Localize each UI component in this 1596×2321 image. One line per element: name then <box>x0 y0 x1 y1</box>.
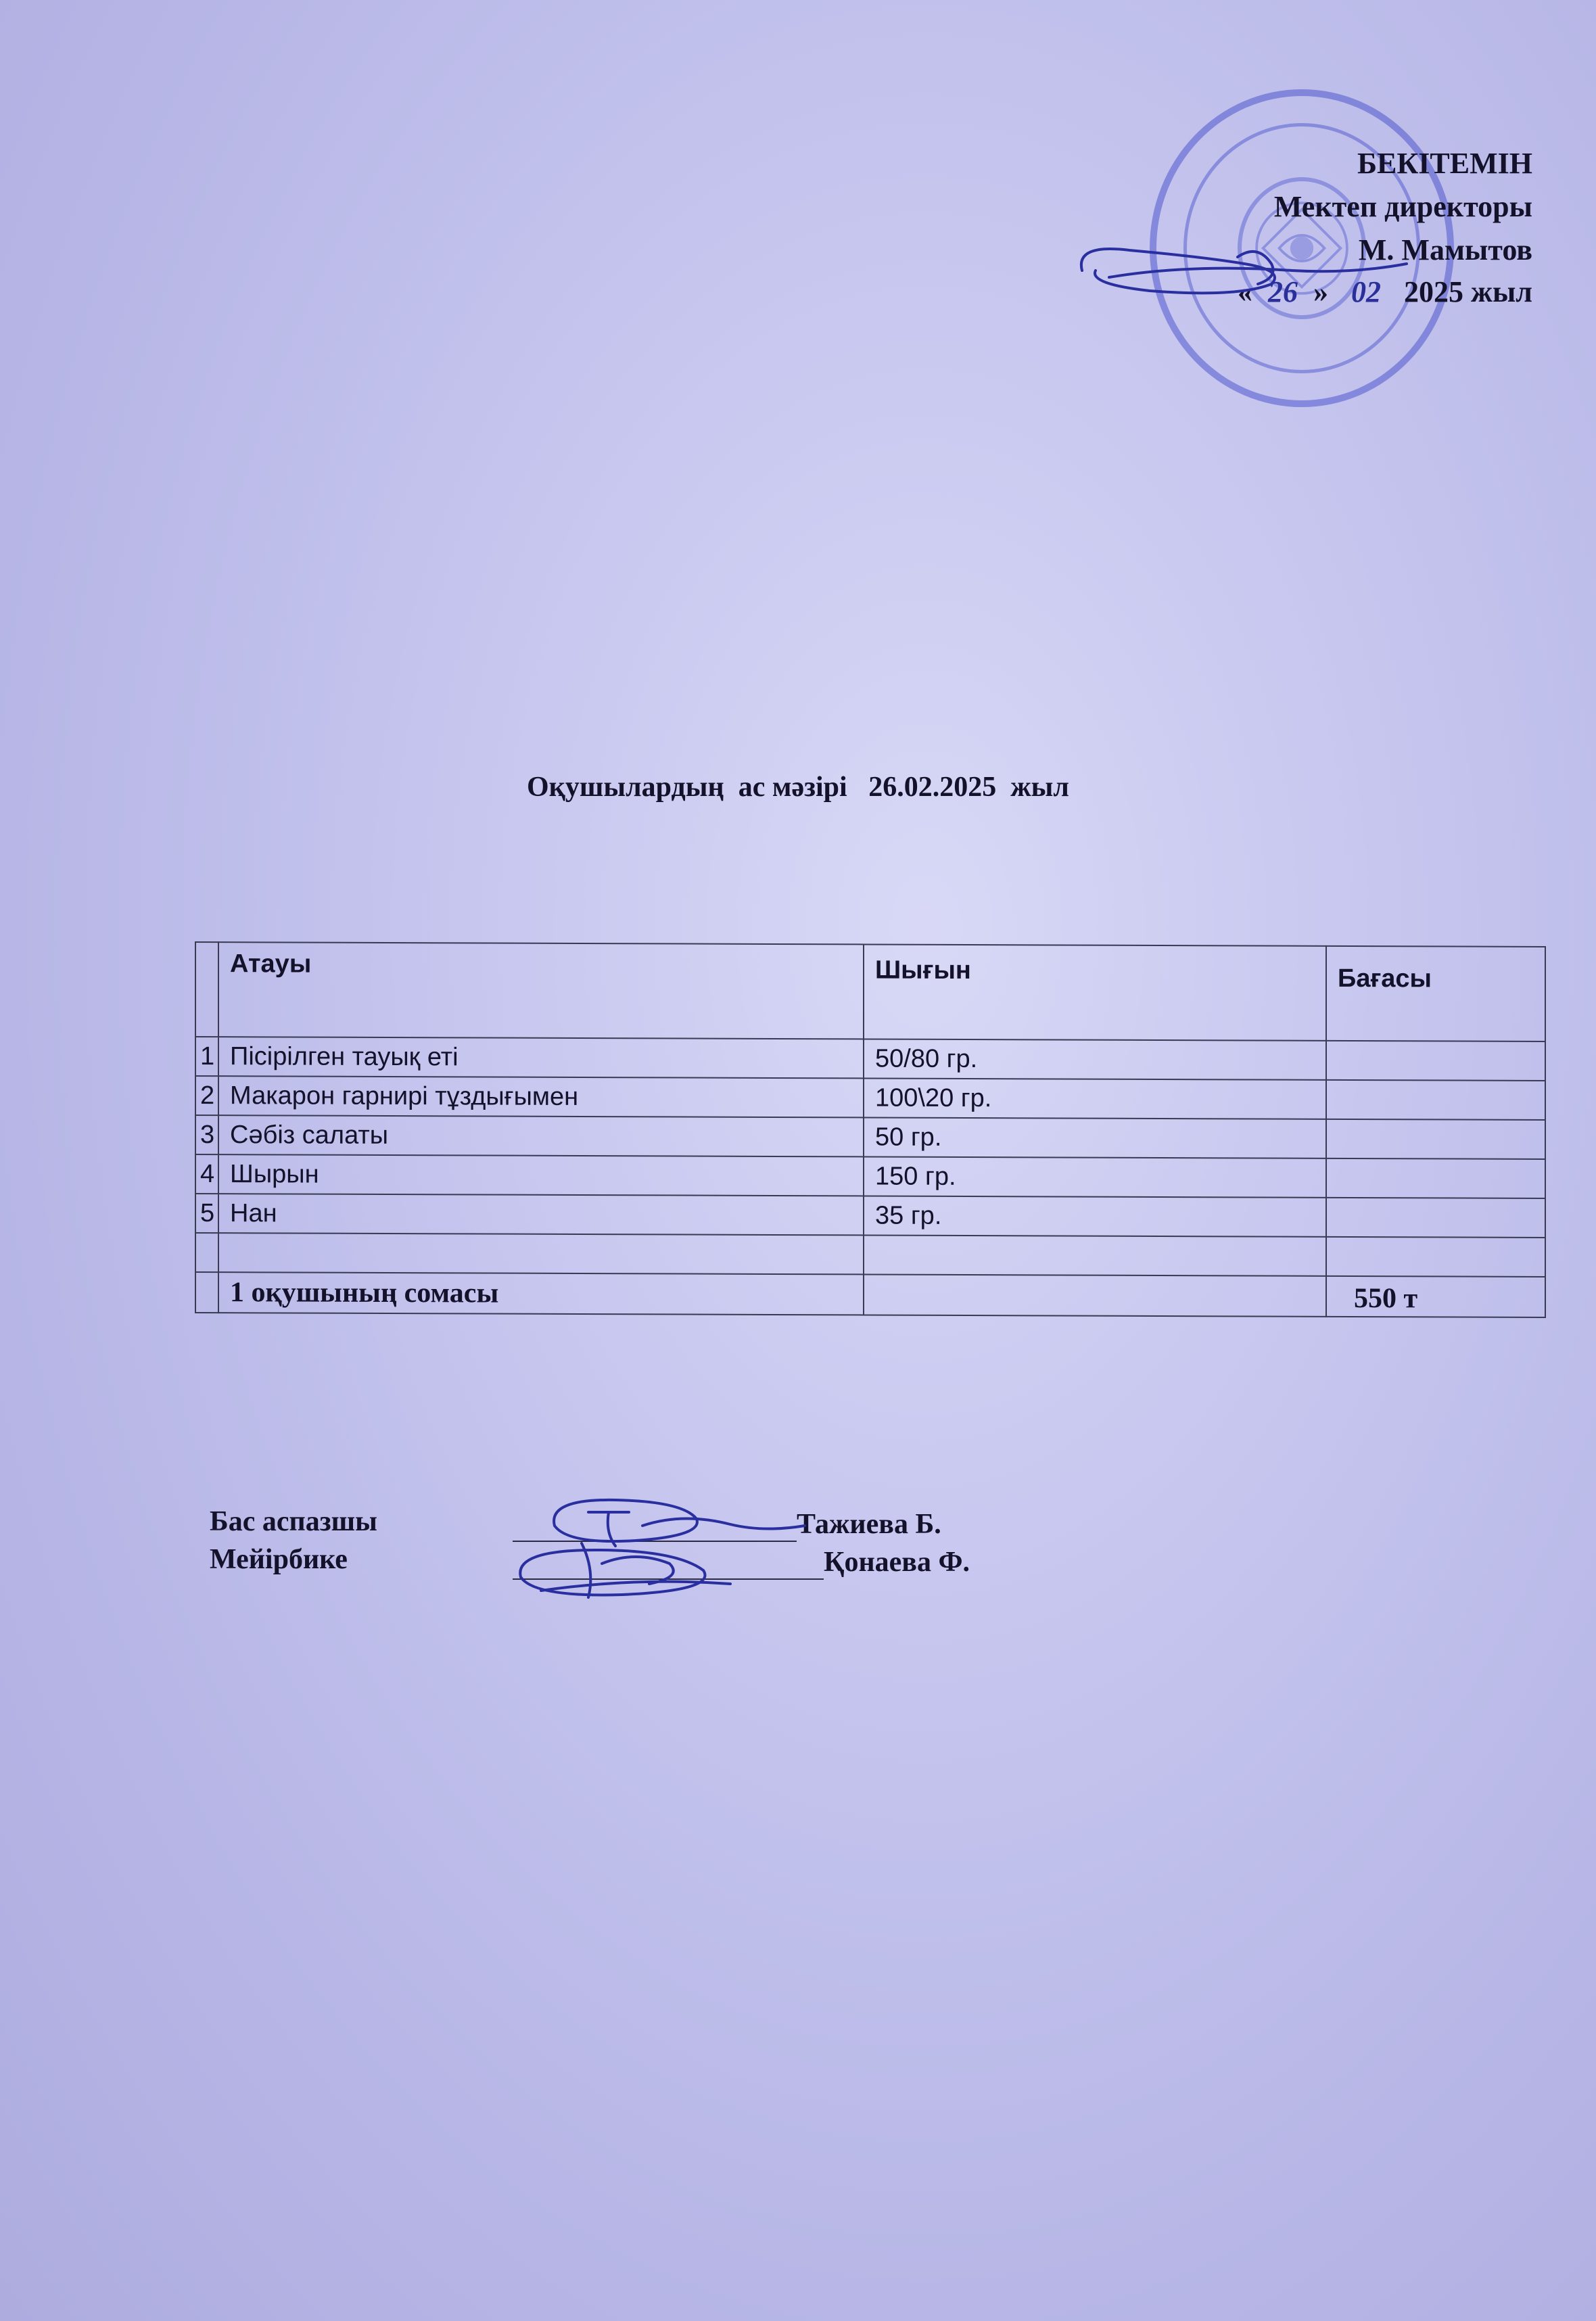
dish-price <box>1326 1080 1545 1120</box>
dish-quantity <box>864 1235 1326 1275</box>
dish-price <box>1326 1158 1545 1198</box>
signatures-block <box>210 1505 1156 1641</box>
dish-price <box>1326 1041 1545 1081</box>
table-row <box>195 1154 1545 1198</box>
date-month: 02 <box>1351 275 1382 308</box>
total-value: 550 т <box>1326 1276 1545 1317</box>
nurse-signature <box>500 1530 798 1604</box>
menu-table <box>195 941 1546 1318</box>
date-day: 26 <box>1268 275 1298 308</box>
approval-heading: БЕКІТЕМІН <box>1357 147 1532 180</box>
menu-title: Оқушылардың ас мәзірі 26.02.2025 жыл <box>527 772 1069 803</box>
date-close-quote: » <box>1313 275 1329 308</box>
table-header-row <box>195 942 1545 1041</box>
row-number: 5 <box>195 1194 218 1233</box>
row-number: 2 <box>195 1076 218 1115</box>
director-signature <box>1069 216 1420 325</box>
table-row <box>195 1194 1545 1238</box>
dish-price <box>1326 1237 1545 1277</box>
date-open-quote: « <box>1238 275 1253 308</box>
approval-director-name: М. Мамытов <box>1358 233 1532 266</box>
dish-quantity: 35 гр. <box>864 1196 1326 1236</box>
approval-position: Мектеп директоры <box>1273 190 1532 223</box>
table-row <box>195 1115 1545 1159</box>
row-number <box>195 1233 218 1272</box>
row-number: 3 <box>195 1115 218 1154</box>
dish-name: Макарон гарнирі тұздығымен <box>218 1076 864 1117</box>
dish-quantity: 100\20 гр. <box>864 1078 1326 1119</box>
signer-name-nurse: Қонаева Ф. <box>824 1547 970 1578</box>
dish-name: Пісірілген тауық еті <box>218 1037 864 1078</box>
header-num <box>195 942 218 1037</box>
table-total-row <box>195 1272 1545 1317</box>
date-year: 2025 жыл <box>1404 275 1532 308</box>
header-price: Бағасы <box>1326 946 1545 1041</box>
dish-name: Сәбіз салаты <box>218 1115 864 1156</box>
dish-quantity: 50/80 гр. <box>864 1039 1326 1079</box>
dish-quantity: 150 гр. <box>864 1156 1326 1197</box>
total-num-cell <box>195 1272 218 1313</box>
table-row-empty <box>195 1233 1545 1277</box>
signer-name-chef: Тажиева Б. <box>797 1509 941 1540</box>
header-quantity: Шығын <box>864 944 1326 1040</box>
signer-role-nurse: Мейірбике <box>210 1544 348 1575</box>
total-label: 1 оқушының сомасы <box>218 1272 864 1315</box>
table-row <box>195 1037 1545 1081</box>
row-number: 1 <box>195 1037 218 1076</box>
dish-name <box>218 1233 864 1274</box>
row-number: 4 <box>195 1154 218 1194</box>
total-quantity-cell <box>864 1274 1326 1316</box>
dish-quantity: 50 гр. <box>864 1117 1326 1158</box>
signer-role-chef: Бас аспазшы <box>210 1506 377 1537</box>
dish-name: Шырын <box>218 1154 864 1196</box>
dish-name: Нан <box>218 1194 864 1235</box>
table-row <box>195 1076 1545 1120</box>
dish-price <box>1326 1119 1545 1159</box>
dish-price <box>1326 1198 1545 1238</box>
header-name: Атауы <box>218 942 864 1039</box>
